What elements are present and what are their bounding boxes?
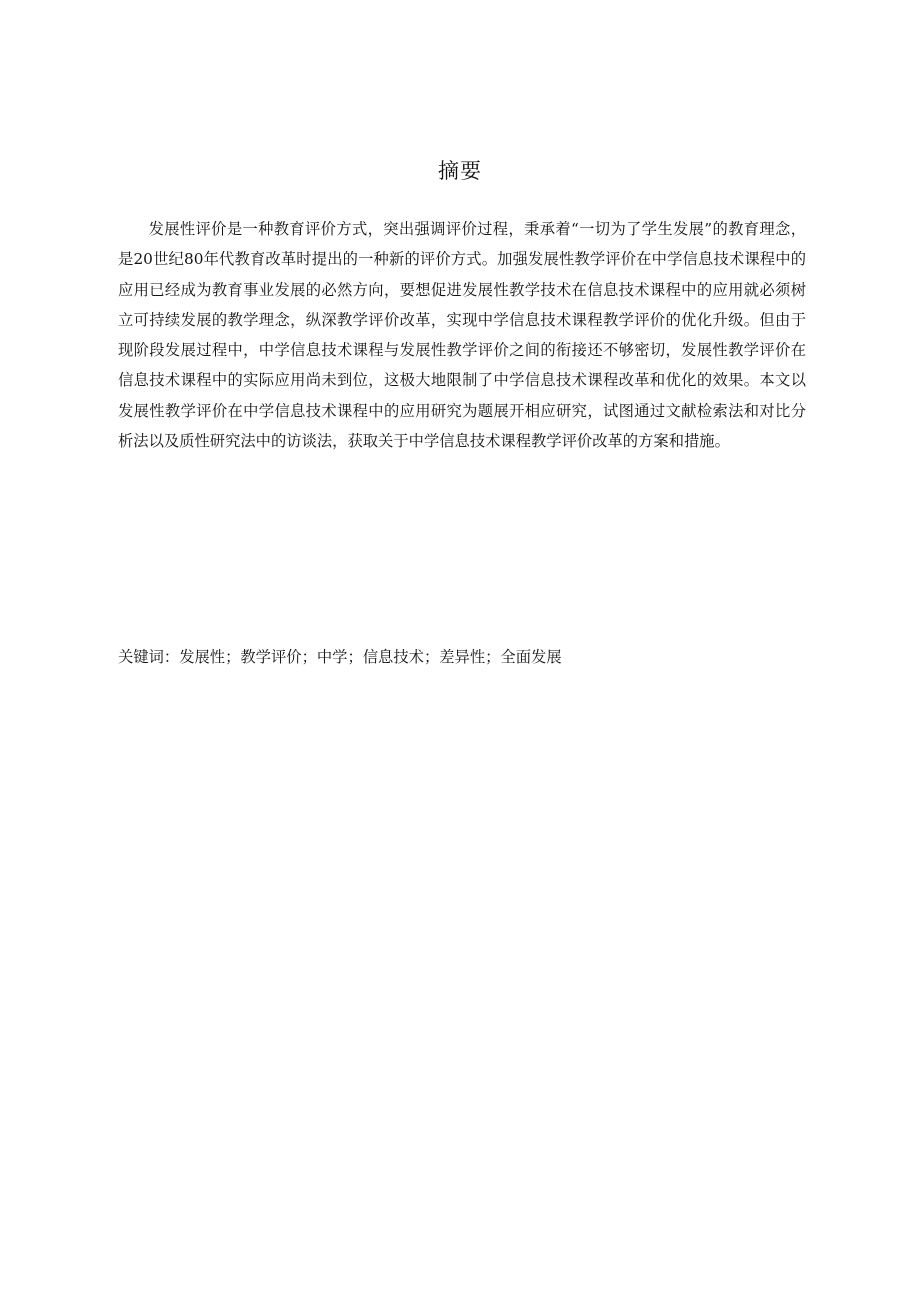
abstract-paragraph: 发展性评价是一种教育评价方式，突出强调评价过程，秉承着“一切为了学生发展”的教育理念，是20世纪80年代教育改革时提出的一种新的评价方式。加强发展性教学评价在中学信息技术课程中的应用已经成为教育事业发展的必然方向，要想促进发展性教学技术在信息技术课程中的应用就必须树立可持续发展的教学理念，纵深教学评价改革，实现中学信息技术课程教学评价的优化升级。但由于现阶段发展过程中，中学信息技术课程与发展性教学评价之间的衔接还不够密切，发展性教学评价在信息技术课程中的实际应用尚未到位，这极大地限制了中学信息技术课程改革和优化的效果。本文以发展性教学评价在中学信息技术课程中的应用研究为题展开相应研究，试图通过文献检索法和对比分析法以及质性研究法中的访谈法，获取关于中学信息技术课程教学评价改革的方案和措施。 — [118, 220, 806, 451]
keywords-line: 关键词：发展性；教学评价；中学；信息技术；差异性；全面发展 — [118, 648, 562, 666]
abstract-title: 摘要 — [438, 159, 482, 183]
